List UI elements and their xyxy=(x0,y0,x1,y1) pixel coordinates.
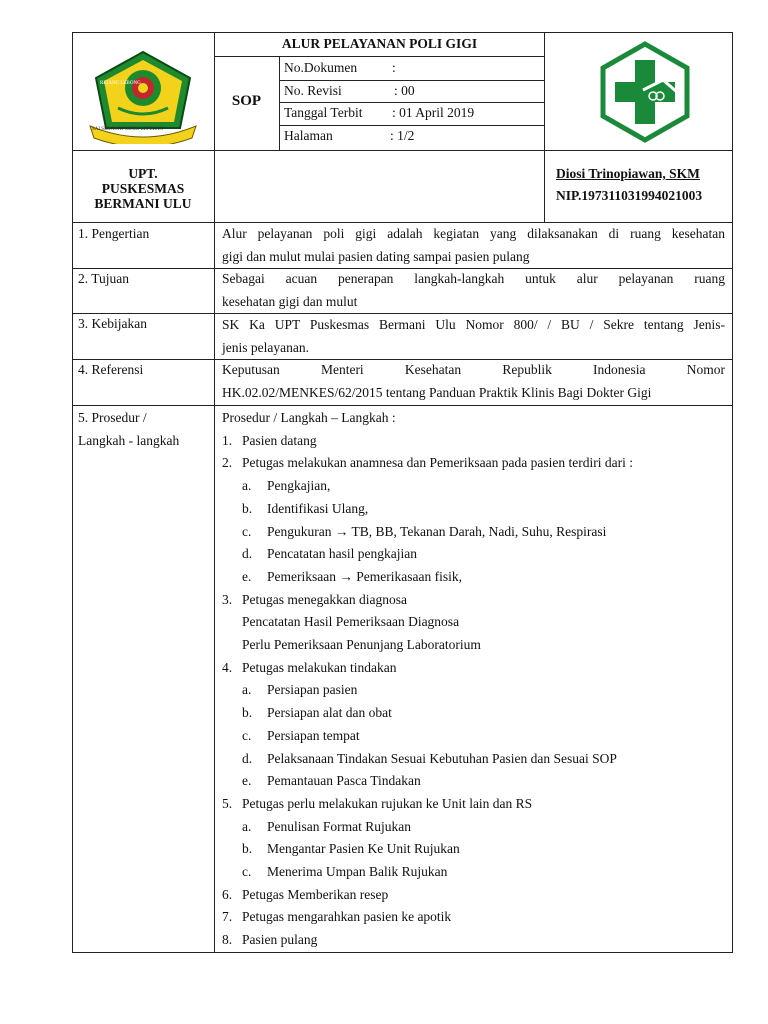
procedure-marker: b. xyxy=(242,500,253,516)
puskesmas-cross-icon xyxy=(597,40,693,144)
institution-line: UPT. xyxy=(128,166,158,181)
procedure-step: Persiapan tempat xyxy=(267,727,360,743)
procedure-marker: a. xyxy=(242,478,252,494)
procedure-marker: 5. xyxy=(222,795,233,811)
sop-label: SOP xyxy=(231,93,262,109)
section-label-tujuan: 2. Tujuan xyxy=(78,271,130,286)
section-label-referensi: 4. Referensi xyxy=(78,362,144,377)
doc-field-value: : 00 xyxy=(394,83,415,98)
institution-line: BERMANI ULU xyxy=(94,196,192,211)
procedure-marker: b. xyxy=(242,841,253,857)
procedure-step: Petugas perlu melakukan rujukan ke Unit lain dan RS xyxy=(242,795,533,811)
procedure-step: Pengukuran → TB, BB, Tekanan Darah, Nadi, Suhu, Respirasi xyxy=(267,523,607,539)
procedure-marker: 8. xyxy=(222,932,233,948)
procedure-marker: 6. xyxy=(222,886,233,902)
procedure-step: Pengkajian, xyxy=(267,478,331,494)
procedure-step: Mengantar Pasien Ke Unit Rujukan xyxy=(267,841,460,857)
doc-field-label: Halaman xyxy=(284,128,333,143)
procedure-step: Persiapan pasien xyxy=(267,682,358,698)
procedure-marker: c. xyxy=(242,523,252,539)
section-text-kebijakan: SK Ka UPT Puskesmas Bermani Ulu Nomor 800/ / BU / Sekre tentang Jenis- jenis pelayanan. xyxy=(222,317,725,355)
doc-field-label: No.Dokumen xyxy=(284,60,358,75)
procedure-step: Petugas mengarahkan pasien ke apotik xyxy=(242,909,452,925)
procedure-step: Persiapan alat dan obat xyxy=(267,705,392,721)
procedure-marker: a. xyxy=(242,818,252,834)
procedure-marker: d. xyxy=(242,750,253,766)
procedure-step: Pemeriksaan → Pemerikasaan fisik, xyxy=(267,568,462,584)
procedure-marker: 4. xyxy=(222,659,233,675)
procedure-step: Pencatatan Hasil Pemeriksaan Diagnosa xyxy=(242,614,460,630)
procedure-step: Petugas menegakkan diagnosa xyxy=(242,591,407,607)
procedure-marker: d. xyxy=(242,546,253,562)
procedure-step: Petugas Memberikan resep xyxy=(242,886,389,902)
procedure-marker: 2. xyxy=(222,455,233,471)
procedure-marker: a. xyxy=(242,682,252,698)
doc-field-value: : xyxy=(392,60,396,75)
signatory-name: Diosi Trinopiawan, SKM xyxy=(556,166,700,181)
emblem-inner-text: REJANG LEBONG xyxy=(100,81,141,86)
procedure-step: Petugas melakukan anamnesa dan Pemeriksaan pada pasien terdiri dari : xyxy=(242,455,633,471)
section-label-prosedur-2: Langkah - langkah xyxy=(78,433,180,448)
procedure-step: Penulisan Format Rujukan xyxy=(267,818,411,834)
doc-field-label: Tanggal Terbit xyxy=(284,105,363,120)
procedure-step: Perlu Pemeriksaan Penunjang Laboratorium xyxy=(242,637,481,652)
procedure-step: Pemantauan Pasca Tindakan xyxy=(267,773,421,789)
procedure-step: Menerima Umpan Balik Rujukan xyxy=(267,864,448,879)
procedure-step: Pelaksanaan Tindakan Sesuai Kebutuhan Pasien dan Sesuai SOP xyxy=(267,750,617,766)
procedure-marker: c. xyxy=(242,727,252,743)
doc-field-value: : 01 April 2019 xyxy=(392,105,475,120)
section-label-kebijakan: 3. Kebijakan xyxy=(78,316,147,331)
emblem-ribbon-text: SAI SERAWAT LEMO LEPERAN xyxy=(92,127,164,132)
procedure-marker: 1. xyxy=(222,432,233,448)
procedure-step: Petugas melakukan tindakan xyxy=(242,659,397,675)
doc-field-value: : 1/2 xyxy=(390,128,415,143)
procedure-marker: 3. xyxy=(222,591,233,607)
institution-line: PUSKESMAS xyxy=(101,181,185,196)
document-title: ALUR PELAYANAN POLI GIGI xyxy=(281,36,478,51)
procedure-marker: 7. xyxy=(222,909,233,925)
section-text-pengertian: Alur pelayanan poli gigi adalah kegiatan yang dilaksanakan di ruang kesehatan gigi dan mulut mulai pasien dating sampai pasien pulang xyxy=(222,226,725,264)
procedure-heading: Prosedur / Langkah – Langkah : xyxy=(222,410,396,425)
procedure-step: Pasien datang xyxy=(242,432,317,448)
procedure-step: Pencatatan hasil pengkajian xyxy=(267,546,417,562)
section-text-referensi: Keputusan Menteri Kesehatan Republik Indonesia Nomor HK.02.02/MENKES/62/2015 tentang Panduan Praktik Klinis Bagi Dokter Gigi xyxy=(222,362,725,400)
procedure-marker: b. xyxy=(242,705,253,721)
procedure-marker: c. xyxy=(242,864,252,879)
signatory-nip: NIP.197311031994021003 xyxy=(556,188,703,203)
procedure-step: Pasien pulang xyxy=(242,932,318,948)
section-text-tujuan: Sebagai acuan penerapan langkah-langkah untuk alur pelayanan ruang kesehatan gigi dan mulut xyxy=(222,271,725,309)
section-label-pengertian: 1. Pengertian xyxy=(78,226,150,241)
section-label-prosedur: 5. Prosedur / xyxy=(78,410,147,425)
procedure-marker: e. xyxy=(242,773,252,789)
doc-field-label: No. Revisi xyxy=(284,83,342,98)
procedure-step: Identifikasi Ulang, xyxy=(267,500,369,516)
procedure-marker: e. xyxy=(242,568,252,584)
